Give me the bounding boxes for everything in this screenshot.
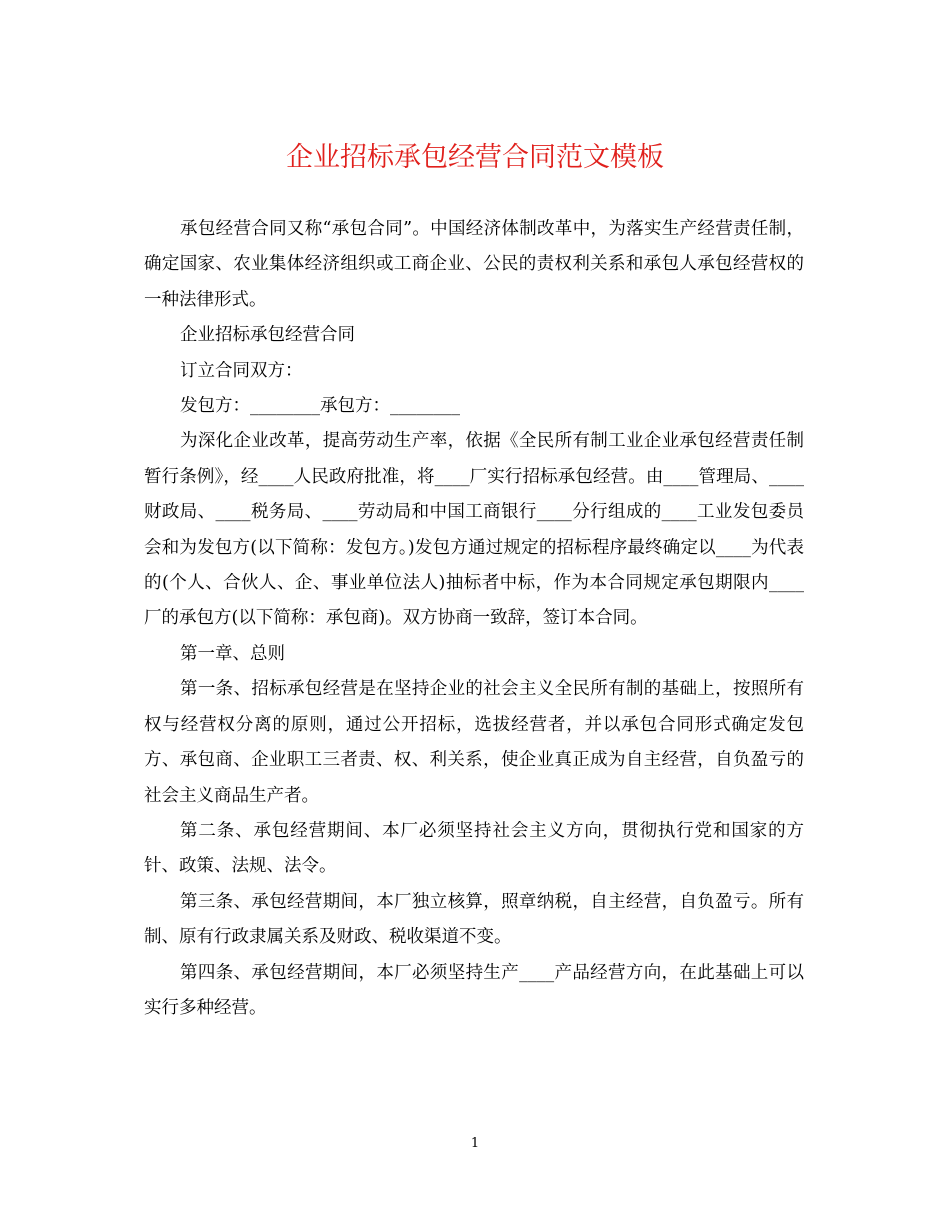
- document-body: [144, 212, 804, 1026]
- paragraph-parties: 发包方：________承包方：________: [180, 396, 460, 417]
- page-number: 1: [470, 1136, 480, 1151]
- article-3: 第三条、承包经营期间，本厂独立核算，照章纳税，自主经营，自负盈亏。所有制、原有行政隶属关系及财政、税收渠道不变。: [144, 891, 804, 948]
- document-title: 企业招标承包经营合同范文模板: [286, 142, 664, 173]
- paragraph-preamble: 为深化企业改革，提高劳动生产率，依据《全民所有制工业企业承包经营责任制暂行条例》，经____人民政府批准，将____厂实行招标承包经营。由____管理局、____财政局、____税务局、____劳动局和中国工商银行____分行组成的____工业发包委员会和为发包方(以下简称：发包方。)发包方通过规定的招标程序最终确定以____为代表的(个人、合伙人、企、事业单位法人)抽标者中标，作为本合同规定承包期限内____厂的承包方(以下简称：承包商)。双方协商一致辞，签订本合同。: [144, 431, 804, 629]
- chapter-heading: 第一章、总则: [180, 643, 285, 664]
- paragraph-contract-name: 企业招标承包经营合同: [180, 325, 355, 346]
- article-4: 第四条、承包经营期间，本厂必须坚持生产____产品经营方向，在此基础上可以实行多种经营。: [144, 962, 804, 1018]
- paragraph-parties-heading: 订立合同双方：: [180, 360, 303, 381]
- paragraph-intro: 承包经营合同又称“承包合同”。中国经济体制改革中，为落实生产经营责任制，确定国家、农业集体经济组织或工商企业、公民的责权利关系和承包人承包经营权的一种法律形式。: [144, 219, 804, 310]
- article-2: 第二条、承包经营期间、本厂必须坚持社会主义方向，贯彻执行党和国家的方针、政策、法规、法令。: [144, 820, 804, 877]
- article-1: 第一条、招标承包经营是在坚持企业的社会主义全民所有制的基础上，按照所有权与经营权分离的原则，通过公开招标，选拔经营者，并以承包合同形式确定发包方、承包商、企业职工三者责、权、利关系，使企业真正成为自主经营，自负盈亏的社会主义商品生产者。: [144, 679, 804, 806]
